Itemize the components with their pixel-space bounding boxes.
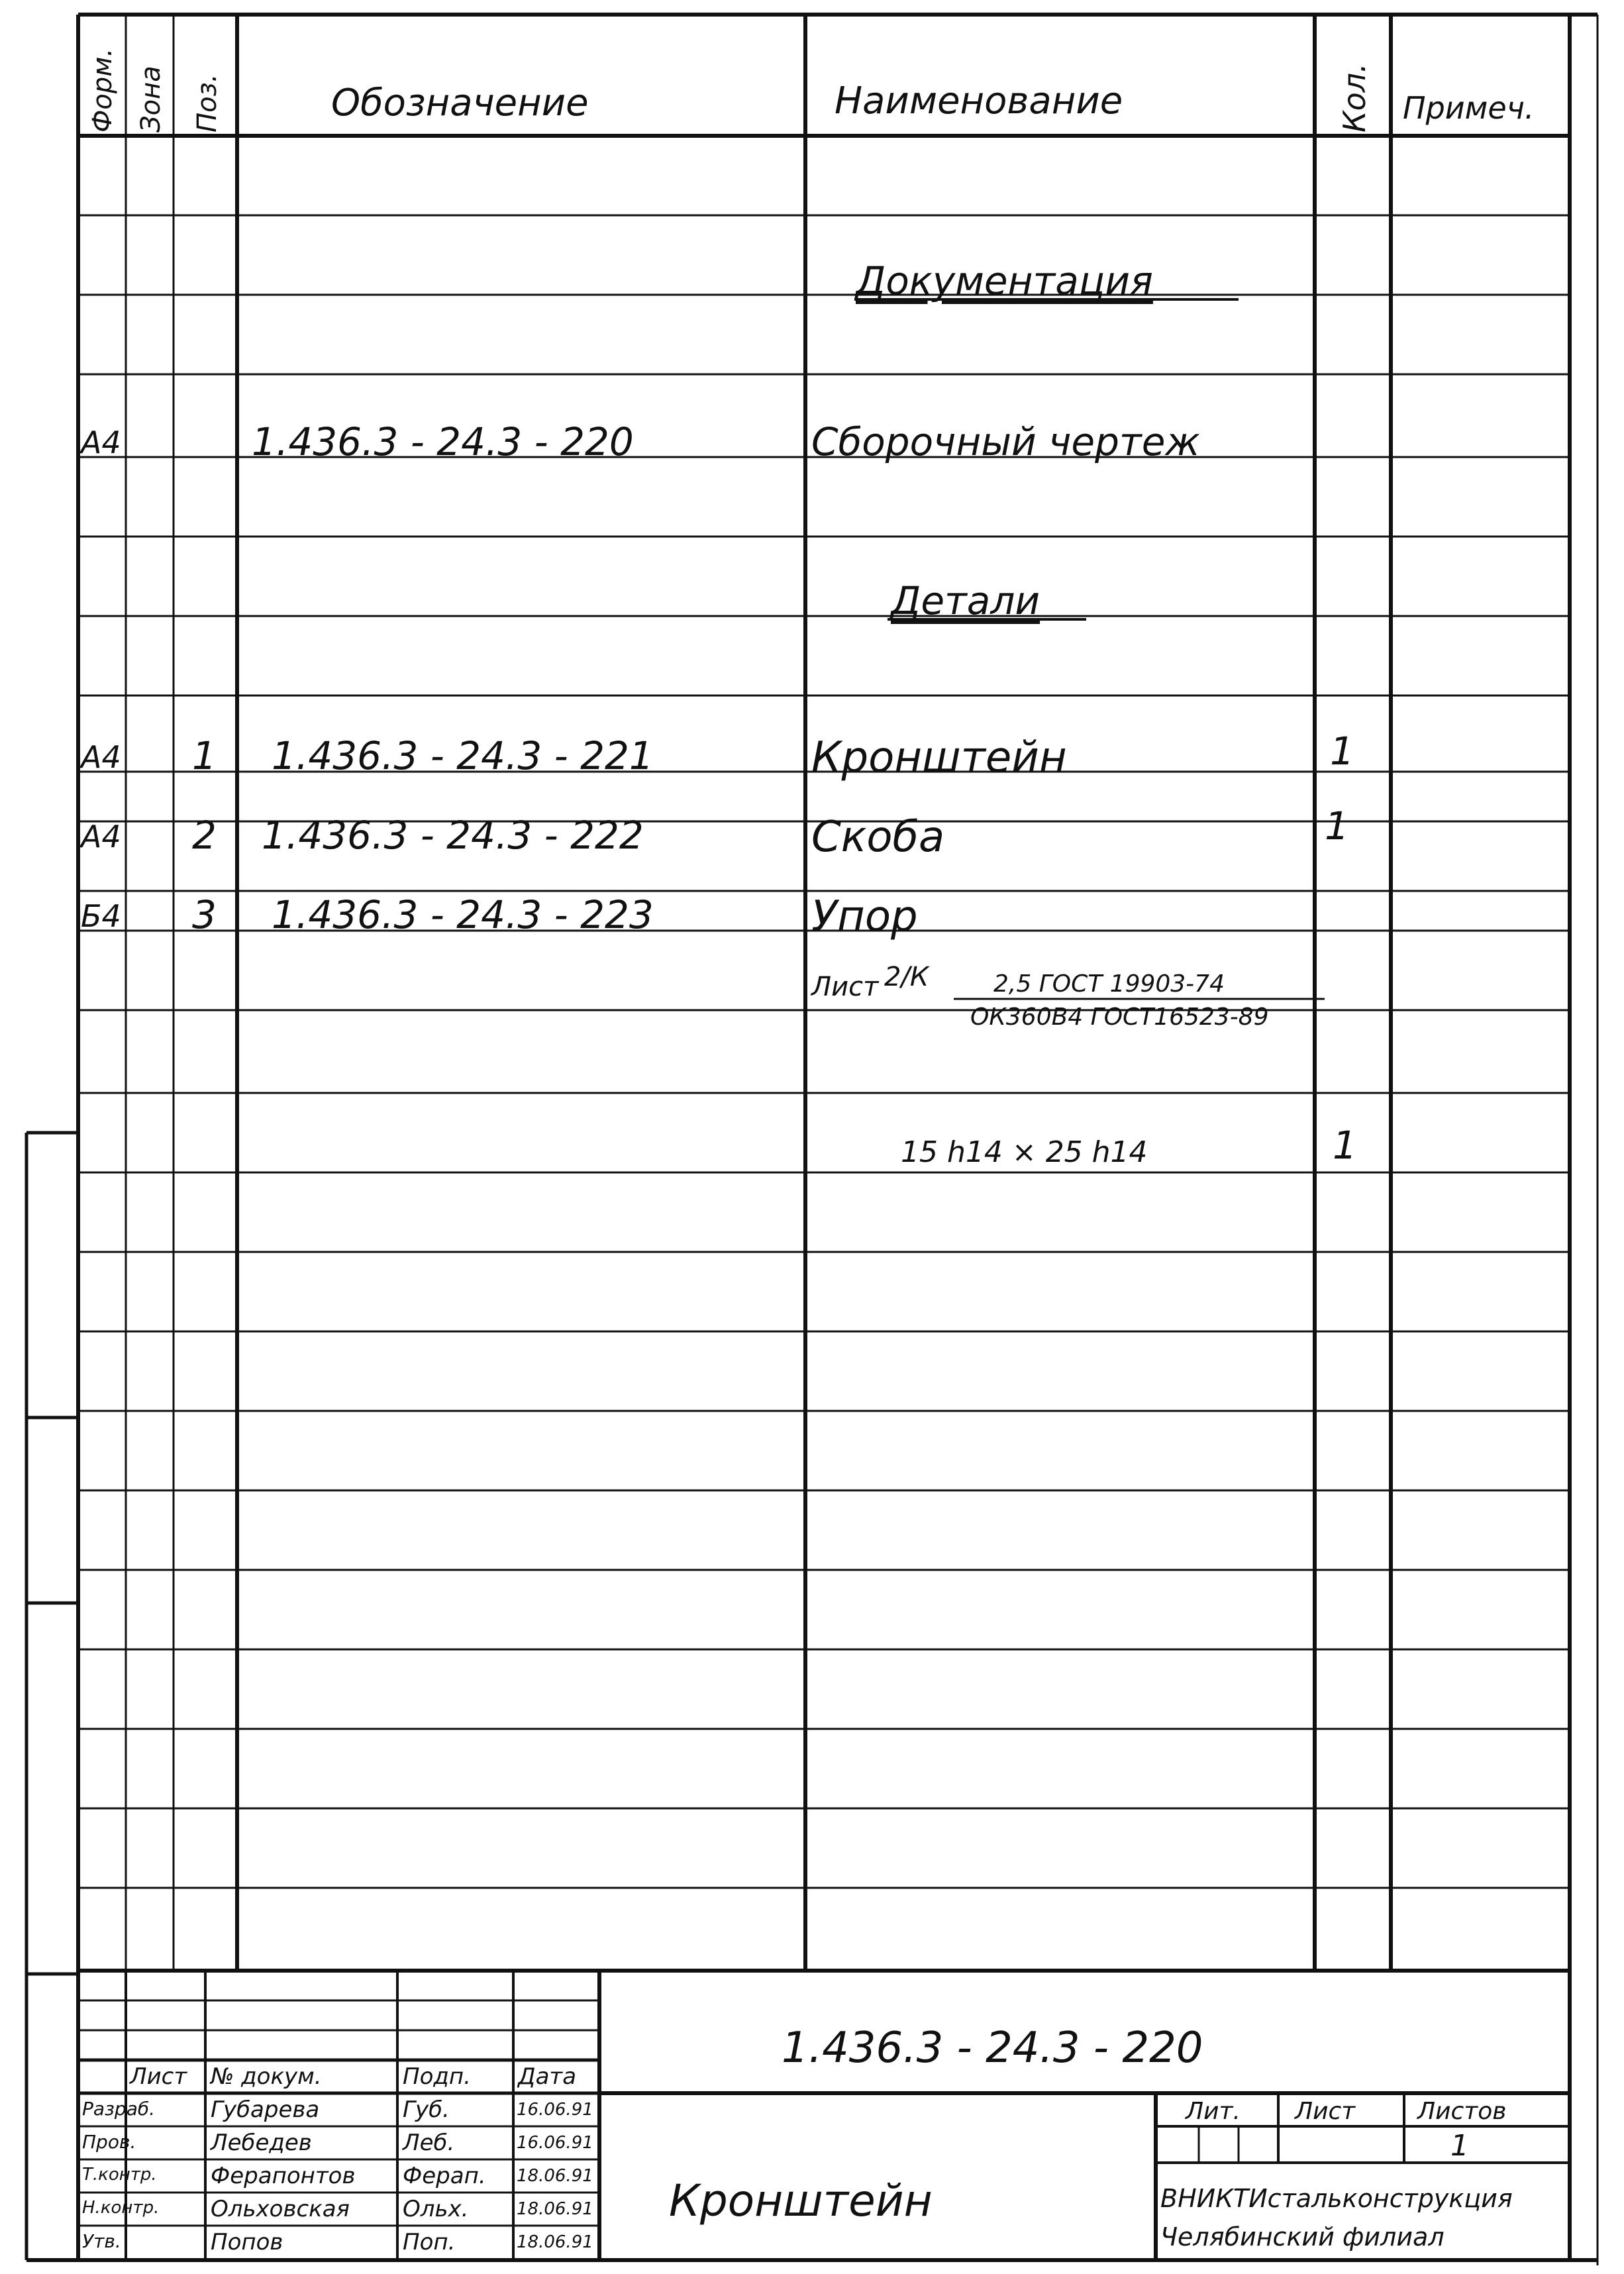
row-format: Б4 xyxy=(81,898,121,934)
tb-role: Н.контр. xyxy=(82,2198,160,2218)
header-designation: Обозначение xyxy=(331,81,589,125)
tb-name: Губарева xyxy=(211,2096,320,2123)
tb-signature: Леб. xyxy=(403,2130,455,2156)
material-quantity: 1 xyxy=(1333,1123,1357,1168)
section-parts: Детали xyxy=(891,578,1040,623)
lit-label: Лит. xyxy=(1186,2098,1241,2125)
header-zone: Зона xyxy=(136,66,166,132)
row-position: 2 xyxy=(192,813,217,858)
section-documentation: Документация xyxy=(856,258,1153,303)
sheets-label: Листов xyxy=(1417,2098,1507,2125)
tb-date: 18.06.91 xyxy=(517,2232,593,2252)
tb-name: Лебедев xyxy=(211,2130,312,2156)
tb-role: Утв. xyxy=(82,2230,121,2252)
header-note: Примеч. xyxy=(1403,90,1535,126)
row-designation: 1.436.3 - 24.3 - 221 xyxy=(272,733,654,778)
tb-date: 18.06.91 xyxy=(517,2166,593,2186)
material-fraction: 2/К xyxy=(884,962,929,992)
row-format: А4 xyxy=(81,425,121,460)
sheets-value: 1 xyxy=(1450,2129,1469,2163)
tb-header-sheet: Лист xyxy=(130,2063,187,2090)
row-name: Кронштейн xyxy=(811,733,1067,782)
organization-line1: ВНИКТИстальконструкция xyxy=(1160,2184,1513,2213)
tb-signature: Губ. xyxy=(403,2096,450,2123)
tb-header-date: Дата xyxy=(518,2063,577,2090)
tb-date: 16.06.91 xyxy=(517,2100,593,2120)
tb-header-signature: Подп. xyxy=(403,2063,471,2090)
row-position: 3 xyxy=(192,892,217,937)
row-quantity: 1 xyxy=(1330,729,1354,774)
tb-name: Ферапонтов xyxy=(211,2163,356,2189)
tb-signature: Ольх. xyxy=(403,2196,469,2222)
tb-name: Попов xyxy=(211,2229,283,2255)
tb-date: 18.06.91 xyxy=(517,2199,593,2219)
tb-header-doc-no: № докум. xyxy=(211,2063,322,2090)
material-top: 2,5 ГОСТ 19903-74 xyxy=(993,970,1225,998)
header-name: Наименование xyxy=(835,79,1123,123)
sheet-label: Лист xyxy=(1295,2098,1356,2125)
row-name: Сборочный чертеж xyxy=(811,419,1200,464)
tb-signature: Поп. xyxy=(403,2229,456,2255)
row-designation: 1.436.3 - 24.3 - 222 xyxy=(262,813,644,858)
tb-role: Пров. xyxy=(82,2131,136,2153)
organization-line2: Челябинский филиал xyxy=(1160,2222,1445,2251)
tb-role: Разраб. xyxy=(82,2098,156,2120)
product-name: Кронштейн xyxy=(669,2175,933,2226)
material-prefix: Лист xyxy=(811,972,879,1002)
tb-signature: Ферап. xyxy=(403,2163,486,2189)
header-quantity: Кол. xyxy=(1337,63,1372,132)
header-position: Поз. xyxy=(192,74,223,132)
document-number: 1.436.3 - 24.3 - 220 xyxy=(782,2024,1203,2073)
row-name: Упор xyxy=(811,892,918,941)
row-designation: 1.436.3 - 24.3 - 223 xyxy=(272,892,654,937)
material-bottom: ОК360В4 ГОСТ16523-89 xyxy=(970,1004,1269,1031)
row-designation: 1.436.3 - 24.3 - 220 xyxy=(252,419,634,464)
row-quantity: 1 xyxy=(1325,803,1349,849)
row-format: А4 xyxy=(81,739,121,775)
tb-name: Ольховская xyxy=(211,2196,350,2222)
material-size: 15 h14 × 25 h14 xyxy=(901,1135,1148,1169)
tb-date: 16.06.91 xyxy=(517,2133,593,2153)
header-format: Форм. xyxy=(87,48,118,132)
row-position: 1 xyxy=(192,733,217,778)
row-name: Скоба xyxy=(811,813,945,862)
tb-role: Т.контр. xyxy=(82,2165,157,2185)
row-format: А4 xyxy=(81,819,121,854)
